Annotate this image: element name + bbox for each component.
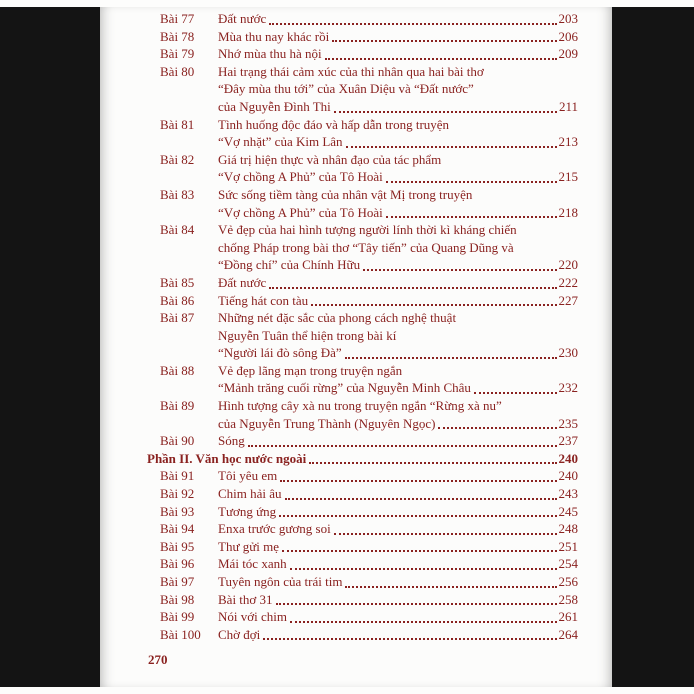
left-black-margin: [0, 7, 100, 687]
toc-entry: [147, 520, 578, 538]
toc-entry-label: Bài 80: [160, 63, 195, 79]
toc-page-number: 261: [558, 609, 578, 625]
toc-section-row: [147, 450, 578, 468]
toc-entry: [147, 274, 578, 292]
toc-entry-title: [218, 45, 578, 63]
toc-entry: [147, 538, 578, 556]
toc-list: [147, 10, 578, 643]
toc-line-text: Enxa trước gương soi: [218, 521, 331, 537]
toc-entry-label: Bài 91: [160, 468, 195, 484]
dot-leader: [279, 515, 556, 517]
toc-page-number: 237: [558, 433, 578, 449]
toc-entry: [147, 555, 578, 573]
toc-line-text: Đất nước: [218, 11, 267, 26]
toc-line-text: Nói với chim: [218, 609, 287, 625]
dot-leader: [345, 357, 557, 359]
toc-line-text: Đất nước: [218, 274, 267, 290]
dot-leader: [290, 568, 557, 570]
toc-line-text: chống Pháp trong bài thơ “Tây tiến” của Quang Dũng và: [218, 239, 514, 255]
dot-leader: [346, 146, 557, 148]
toc-entry-title: [218, 292, 578, 310]
toc-entry: [147, 309, 578, 362]
dot-leader: [363, 269, 556, 271]
toc-page-number: 215: [558, 169, 578, 185]
dot-leader: [474, 392, 557, 394]
toc-page-number: 248: [558, 521, 578, 537]
toc-entry-title: [218, 591, 578, 609]
toc-entry-label: Bài 100: [160, 626, 201, 642]
toc-entry: [147, 573, 578, 591]
toc-entry-label: Bài 92: [160, 486, 195, 502]
toc-entry-title: [218, 485, 578, 503]
toc-page-number: 213: [558, 134, 578, 150]
toc-entry-label: Bài 98: [160, 591, 195, 607]
footer-page-number: 270: [148, 652, 168, 667]
toc-entry-title: [218, 10, 578, 28]
dot-leader: [269, 287, 556, 289]
toc-page-number: 218: [558, 204, 578, 220]
toc-entry: [147, 221, 578, 274]
toc-entry-title: [218, 397, 578, 432]
toc-entry-title: [147, 450, 578, 468]
toc-line-text: “Vợ nhặt” của Kim Lân: [218, 134, 343, 150]
dot-leader: [269, 23, 556, 25]
toc-line-text: Sóng: [218, 433, 245, 449]
toc-entry-title: [218, 608, 578, 626]
toc-entry: [147, 626, 578, 644]
toc-page-number: 209: [558, 46, 578, 62]
toc-entry-title: [218, 28, 578, 46]
dot-leader: [248, 445, 557, 447]
toc-page-number: 256: [558, 574, 578, 589]
toc-line-text: Mái tóc xanh: [218, 556, 287, 572]
toc-line-text: “Mảnh trăng cuối rừng” của Nguyễn Minh Châu: [218, 380, 471, 396]
toc-line-text: của Nguyễn Trung Thành (Nguyên Ngọc): [218, 415, 436, 431]
toc-entry: [147, 362, 578, 397]
toc-entry: [147, 397, 578, 432]
toc-line-text: Mùa thu nay khác rồi: [218, 28, 330, 44]
toc-entry-title: [218, 555, 578, 573]
toc-page-number: 240: [558, 468, 578, 484]
toc-entry: [147, 485, 578, 503]
toc-entry: [147, 591, 578, 609]
toc-entry-title: [218, 309, 578, 362]
toc-entry-label: Bài 83: [160, 186, 195, 202]
dot-leader: [280, 480, 556, 482]
toc-line-text: Những nét đặc sắc của phong cách nghệ thuật: [218, 310, 457, 326]
toc-page-number: 254: [558, 556, 578, 572]
toc-entry: [147, 45, 578, 63]
toc-entry-label: Bài 88: [160, 362, 195, 378]
toc-entry-label: Bài 82: [160, 151, 195, 167]
dot-leader: [290, 621, 557, 623]
toc-entry-title: [218, 503, 578, 521]
toc-page-number: 227: [558, 292, 578, 308]
toc-entry-label: Bài 86: [160, 292, 195, 308]
toc-entry-label: Bài 81: [160, 116, 195, 132]
dot-leader: [386, 181, 557, 183]
toc-entry: [147, 151, 578, 186]
toc-line-text: Chờ đợi: [218, 626, 261, 642]
toc-entry-title: [218, 520, 578, 538]
toc-line-text: Hình tượng cây xà nu trong truyện ngắn “Rừng xà nu”: [218, 398, 502, 414]
toc-line-text: “Vợ chồng A Phủ” của Tô Hoài: [218, 169, 383, 185]
dot-leader: [311, 304, 556, 306]
toc-line-text: Phần II. Văn học nước ngoài: [147, 450, 307, 466]
toc-line-text: “Đồng chí” của Chính Hữu: [218, 257, 361, 273]
toc-entry: [147, 292, 578, 310]
toc-page-number: 264: [558, 626, 578, 642]
toc-page-number: 206: [558, 28, 578, 44]
toc-line-text: Vẻ đẹp lãng mạn trong truyện ngắn: [218, 362, 403, 378]
toc-line-text: Tuyên ngôn của trái tim: [218, 574, 343, 589]
dot-leader: [332, 40, 556, 42]
dot-leader: [334, 533, 557, 535]
toc-page-number: 220: [558, 257, 578, 273]
toc-entry: [147, 10, 578, 28]
toc-entry-label: Bài 79: [160, 46, 195, 62]
toc-page-number: 240: [558, 450, 578, 466]
toc-entry-title: [218, 467, 578, 485]
toc-line-text: Hai trạng thái cảm xúc của thi nhân qua hai bài thơ: [218, 63, 484, 79]
toc-entry: [147, 503, 578, 521]
toc-entry-title: [218, 626, 578, 644]
toc-entry-title: [218, 362, 578, 397]
toc-line-text: Chim hải âu: [218, 486, 282, 502]
toc-page-number: 230: [558, 345, 578, 361]
toc-entry-title: [218, 186, 578, 221]
toc-line-text: Thư gửi mẹ: [218, 538, 280, 554]
toc-entry-label: Bài 89: [160, 398, 195, 414]
toc-entry-title: [218, 538, 578, 556]
toc-entry-title: [218, 116, 578, 151]
toc-line-text: Bài thơ 31: [218, 591, 273, 607]
toc-page-number: 203: [558, 11, 578, 26]
toc-entry-label: Bài 93: [160, 503, 195, 519]
toc-entry: [147, 608, 578, 626]
toc-entry: [147, 116, 578, 151]
toc-line-text: “Vợ chồng A Phủ” của Tô Hoài: [218, 204, 383, 220]
toc-entry-title: [218, 274, 578, 292]
toc-entry-label: Bài 97: [160, 574, 195, 589]
dot-leader: [285, 498, 557, 500]
toc-line-text: “Đây mùa thu tới” của Xuân Diệu và “Đất nước”: [218, 81, 474, 97]
toc-entry-label: Bài 90: [160, 433, 195, 449]
toc-entry: [147, 186, 578, 221]
toc-line-text: Nguyễn Tuân thể hiện trong bài kí: [218, 327, 397, 343]
toc-line-text: “Người lái đò sông Đà”: [218, 345, 342, 361]
toc-entry-label: Bài 95: [160, 538, 195, 554]
toc-page-number: 235: [558, 415, 578, 431]
toc-entry: [147, 63, 578, 116]
toc-entry-title: [218, 221, 578, 274]
toc-entry-title: [218, 151, 578, 186]
dot-leader: [438, 427, 556, 429]
dot-leader: [276, 603, 557, 605]
toc-line-text: Tình huống độc đáo và hấp dẫn trong truyện: [218, 116, 450, 132]
toc-line-text: Tương ứng: [218, 503, 277, 519]
toc-entry-label: Bài 77: [160, 11, 195, 26]
toc-page-number: 232: [558, 380, 578, 396]
toc-entry-label: Bài 84: [160, 222, 195, 238]
dot-leader: [309, 462, 556, 464]
toc-line-text: Sức sống tiềm tàng của nhân vật Mị trong truyện: [218, 186, 473, 202]
toc-page-number: 222: [558, 274, 578, 290]
dot-leader: [334, 111, 557, 113]
toc-entry: [147, 432, 578, 450]
dot-leader: [345, 586, 556, 588]
toc-entry-title: [218, 573, 578, 591]
toc-line-text: Giá trị hiện thực và nhân đạo của tác phẩm: [218, 151, 442, 167]
toc-page-number: 243: [558, 486, 578, 502]
toc-entry-label: Bài 99: [160, 609, 195, 625]
toc-entry-title: [218, 432, 578, 450]
toc-page-number: 245: [558, 503, 578, 519]
toc-entry-title: [218, 63, 578, 116]
toc-entry: [147, 467, 578, 485]
dot-leader: [263, 638, 556, 640]
toc-entry-label: Bài 78: [160, 28, 195, 44]
toc-entry-label: Bài 85: [160, 274, 195, 290]
book-page: [100, 7, 612, 687]
toc-entry-label: Bài 87: [160, 310, 195, 326]
toc-line-text: Tiếng hát con tàu: [218, 292, 309, 308]
toc-entry: [147, 28, 578, 46]
dot-leader: [325, 58, 557, 60]
toc-page-number: 251: [558, 538, 578, 554]
toc-line-text: Nhớ mùa thu hà nội: [218, 46, 322, 62]
dot-leader: [282, 550, 556, 552]
toc-line-text: Vẻ đẹp của hai hình tượng người lính thời kì kháng chiến: [218, 222, 517, 238]
right-black-margin: [612, 7, 694, 687]
toc-page-number: 258: [558, 591, 578, 607]
dot-leader: [386, 216, 557, 218]
toc-line-text: của Nguyễn Đình Thi: [218, 98, 331, 114]
toc-entry-label: Bài 96: [160, 556, 195, 572]
toc-page-number: 211: [558, 98, 578, 114]
toc-line-text: Tôi yêu em: [218, 468, 278, 484]
toc-entry-label: Bài 94: [160, 521, 195, 537]
